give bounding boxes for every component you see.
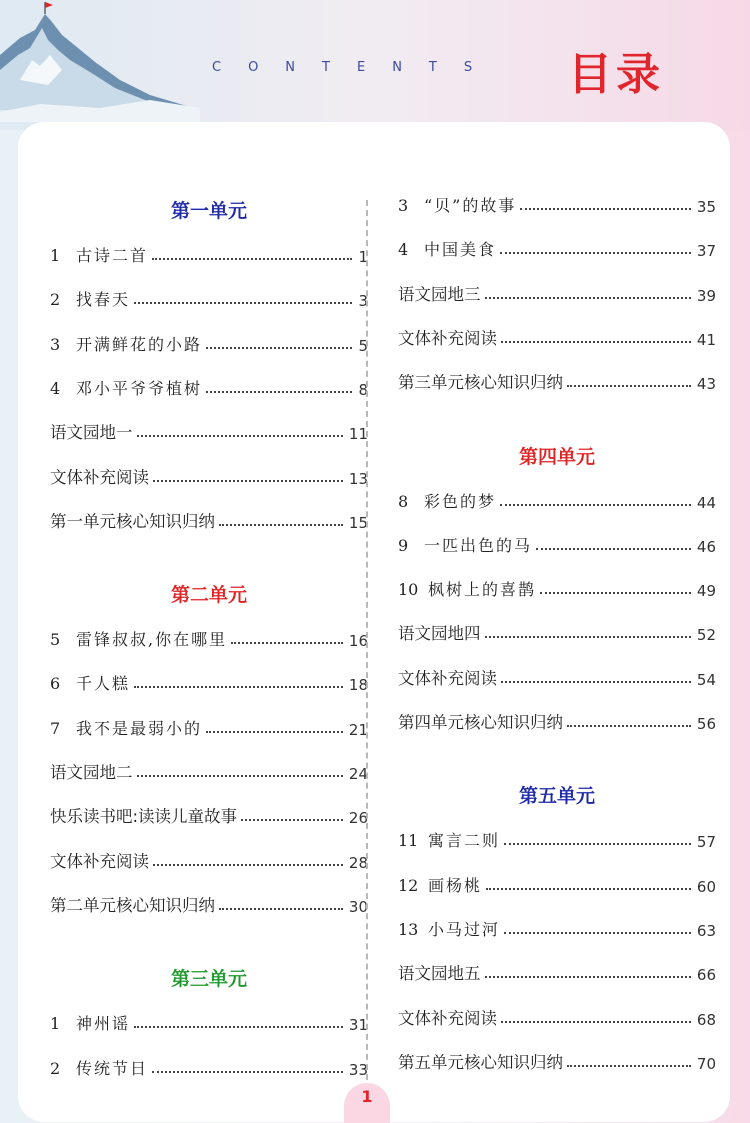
lesson-title: 千人糕: [76, 674, 131, 694]
lesson-number: 12: [398, 875, 419, 895]
dot-leader: [206, 391, 352, 393]
dot-leader: [152, 1071, 343, 1073]
page-ref: 33: [348, 1060, 368, 1079]
dot-leader: [540, 592, 691, 594]
lesson-number: 5: [50, 630, 61, 650]
page-ref: 49: [696, 582, 716, 601]
page-number: 1: [361, 1087, 373, 1106]
toc-lesson-entry[interactable]: [398, 486, 716, 512]
dot-leader: [241, 819, 343, 821]
page-ref: 21: [348, 720, 368, 739]
dot-leader: [134, 302, 352, 304]
lesson-number: 6: [50, 674, 61, 694]
lesson-number: 2: [50, 1058, 61, 1078]
toc-section-entry[interactable]: [398, 663, 716, 689]
page-ref: 13: [348, 469, 368, 488]
lesson-number: 3: [398, 196, 409, 215]
toc-panel: [18, 122, 730, 1122]
toc-lesson-entry[interactable]: [50, 668, 368, 694]
dot-leader: [501, 1021, 691, 1023]
toc-lesson-entry[interactable]: [50, 1053, 368, 1079]
flag-icon: [45, 2, 53, 8]
toc-lesson-entry[interactable]: [50, 713, 368, 739]
dot-leader: [486, 888, 691, 890]
page-ref: 28: [348, 853, 368, 872]
toc-section-entry[interactable]: [398, 707, 716, 733]
lesson-title: 一匹出色的马: [424, 535, 533, 555]
page-ref: 16: [348, 632, 368, 651]
page-ref: 46: [696, 537, 716, 556]
dot-leader: [520, 208, 691, 210]
dot-leader: [567, 725, 691, 727]
dot-leader: [504, 843, 691, 845]
section-title: 第五单元核心知识归纳: [398, 1052, 563, 1072]
lesson-title: 画杨桃: [428, 875, 483, 895]
lesson-title: “贝”的故事: [424, 196, 517, 215]
mountain-illustration: [0, 0, 200, 125]
lesson-number: 4: [50, 378, 61, 398]
dot-leader: [504, 932, 691, 934]
page-ref: 63: [696, 921, 716, 940]
page-ref: 57: [696, 833, 716, 852]
page-ref: 37: [696, 242, 716, 261]
page-ref: 35: [696, 198, 716, 216]
page-ref: 39: [696, 286, 716, 305]
dot-leader: [206, 731, 343, 733]
dot-leader: [206, 347, 352, 349]
dot-leader: [134, 686, 343, 688]
page-ref: 18: [348, 676, 368, 695]
page-ref: 56: [696, 715, 716, 733]
page-ref: 1: [358, 248, 368, 266]
unit-heading: 第二单元: [170, 584, 247, 607]
dot-leader: [153, 480, 343, 482]
toc-lesson-entry[interactable]: [398, 870, 716, 896]
lesson-title: 彩色的梦: [424, 491, 497, 511]
lesson-title: 传统节日: [76, 1058, 149, 1078]
lesson-title: 开满鲜花的小路: [76, 334, 203, 354]
toc-section-entry[interactable]: [398, 1003, 716, 1029]
lesson-number: 4: [398, 240, 409, 260]
section-title: 文体补充阅读: [398, 328, 497, 348]
page-ref: 24: [348, 765, 368, 783]
toc-section-entry[interactable]: [50, 801, 368, 827]
page-ref: 3: [358, 292, 368, 311]
section-title: 文体补充阅读: [398, 668, 497, 688]
toc-lesson-entry[interactable]: [50, 373, 368, 399]
page-title: 目录: [568, 49, 664, 100]
toc-section-entry[interactable]: [398, 367, 716, 393]
lesson-number: 8: [398, 491, 409, 511]
lesson-title: 邓小平爷爷植树: [76, 378, 203, 398]
unit-heading: 第三单元: [170, 968, 247, 991]
lesson-title: 神州谣: [76, 1014, 131, 1034]
section-title: 第四单元核心知识归纳: [398, 713, 563, 732]
toc-lesson-entry[interactable]: [50, 284, 368, 310]
lesson-number: 3: [50, 334, 61, 354]
toc-section-entry[interactable]: [50, 757, 368, 783]
dot-leader: [500, 252, 691, 254]
page-ref: 52: [696, 626, 716, 645]
page-ref: 31: [348, 1016, 368, 1035]
lesson-title: 中国美食: [424, 240, 497, 260]
toc-lesson-entry[interactable]: [50, 1008, 368, 1034]
section-title: 文体补充阅读: [50, 467, 149, 487]
dot-leader: [500, 504, 691, 506]
toc-lesson-entry[interactable]: [50, 329, 368, 355]
lesson-number: 1: [50, 246, 61, 265]
toc-section-entry[interactable]: [50, 462, 368, 488]
dot-leader: [485, 297, 691, 299]
lesson-number: 13: [398, 919, 419, 939]
page-ref: 44: [696, 493, 716, 512]
page-number-tab: [344, 1083, 390, 1123]
lesson-title: 雷锋叔叔,你在哪里: [76, 630, 228, 650]
toc-lesson-entry[interactable]: [398, 190, 716, 216]
dot-leader: [567, 385, 691, 387]
dot-leader: [485, 976, 691, 978]
page-ref: 30: [348, 897, 368, 916]
lesson-number: 11: [398, 831, 419, 851]
toc-section-entry[interactable]: [398, 618, 716, 644]
lesson-title: 古诗二首: [76, 246, 149, 265]
section-title: 文体补充阅读: [398, 1008, 497, 1028]
toc-lesson-entry[interactable]: [50, 240, 368, 266]
section-title: 第一单元核心知识归纳: [50, 511, 215, 531]
page-ref: 41: [696, 330, 716, 349]
dot-leader: [536, 548, 691, 550]
dot-leader: [152, 258, 352, 260]
dot-leader: [231, 642, 343, 644]
toc-lesson-entry[interactable]: [398, 825, 716, 851]
lesson-title: 枫树上的喜鹊: [428, 580, 537, 600]
toc-section-entry[interactable]: [398, 1047, 716, 1073]
dot-leader: [501, 681, 691, 683]
page-ref: 5: [358, 336, 368, 355]
dot-leader: [153, 864, 343, 866]
section-title: 语文园地五: [398, 964, 481, 984]
lesson-number: 1: [50, 1014, 61, 1034]
page-ref: 11: [348, 425, 368, 444]
toc-section-entry[interactable]: [50, 846, 368, 872]
lesson-title: 小马过河: [428, 919, 501, 939]
toc-section-entry[interactable]: [50, 506, 368, 532]
dot-leader: [137, 775, 343, 777]
toc-section-entry[interactable]: [398, 279, 716, 305]
page-ref: 66: [696, 966, 716, 985]
lesson-number: 9: [398, 535, 409, 555]
page-ref: 70: [696, 1054, 716, 1073]
section-title: 第二单元核心知识归纳: [50, 895, 215, 915]
section-title: 快乐读书吧:读读儿童故事: [50, 807, 238, 827]
lesson-title: 我不是最弱小的: [76, 718, 203, 738]
toc-lesson-entry[interactable]: [50, 624, 368, 650]
page-ref: 8: [358, 380, 368, 399]
dot-leader: [137, 435, 343, 437]
section-title: 第三单元核心知识归纳: [398, 373, 563, 393]
dot-leader: [219, 908, 343, 910]
page-ref: 54: [696, 670, 716, 689]
section-title: 语文园地一: [50, 423, 133, 443]
section-title: 语文园地三: [398, 284, 481, 304]
toc-lesson-entry[interactable]: [398, 530, 716, 556]
unit-heading: 第五单元: [518, 785, 595, 808]
dot-leader: [219, 524, 343, 526]
toc-section-entry[interactable]: [50, 417, 368, 443]
column-divider: [366, 200, 368, 1080]
section-title: 语文园地二: [50, 763, 133, 782]
toc-lesson-entry[interactable]: [398, 914, 716, 940]
page-ref: 60: [696, 877, 716, 896]
unit-heading: 第四单元: [518, 445, 595, 468]
dot-leader: [485, 636, 691, 638]
toc-section-entry[interactable]: [398, 323, 716, 349]
dot-leader: [567, 1065, 691, 1067]
section-title: 语文园地四: [398, 624, 481, 644]
toc-lesson-entry[interactable]: [398, 234, 716, 260]
toc-section-entry[interactable]: [398, 958, 716, 984]
lesson-number: 7: [50, 718, 61, 738]
dot-leader: [134, 1026, 343, 1028]
toc-lesson-entry[interactable]: [398, 574, 716, 600]
lesson-number: 10: [398, 580, 419, 600]
lesson-title: 寓言二则: [428, 831, 501, 851]
lesson-number: 2: [50, 290, 61, 310]
unit-heading: 第一单元: [170, 200, 247, 222]
page-ref: 26: [348, 809, 368, 828]
page-ref: 15: [348, 513, 368, 532]
section-title: 文体补充阅读: [50, 851, 149, 871]
contents-word: CONTENTS: [212, 60, 500, 75]
lesson-title: 找春天: [76, 290, 131, 310]
page-ref: 43: [696, 375, 716, 394]
dot-leader: [501, 341, 691, 343]
toc-section-entry[interactable]: [50, 890, 368, 916]
page-ref: 68: [696, 1010, 716, 1029]
